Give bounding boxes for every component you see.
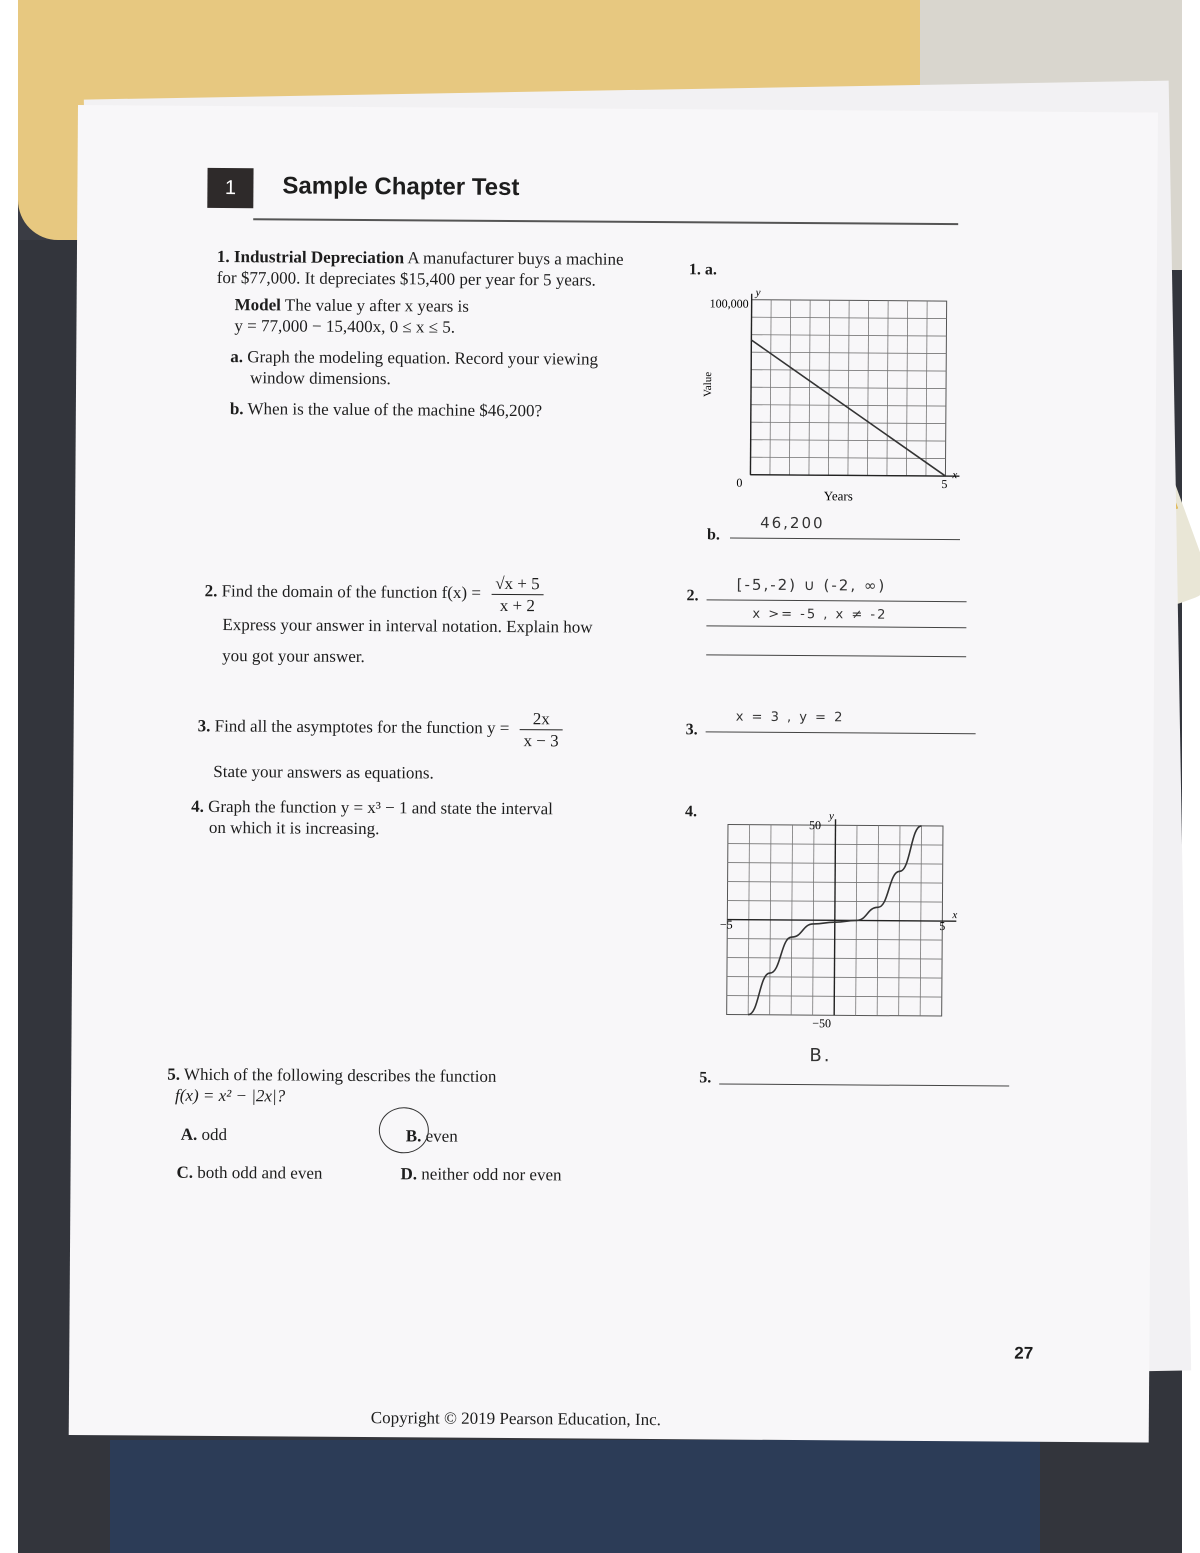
graph-2-y-bottom-label: −50 <box>812 1016 832 1031</box>
q2-fraction <box>491 573 544 616</box>
q4-number: 4. <box>191 796 204 816</box>
q1-part-a-line2: window dimensions. <box>250 368 391 389</box>
answer-1b-handwritten: 46,200 <box>760 513 825 533</box>
background-lap <box>110 1440 1040 1553</box>
q5-option-a[interactable] <box>181 1124 227 1145</box>
graph-1-y-axis-letter: y <box>755 286 761 299</box>
graph-1-x-axis <box>750 475 959 476</box>
graph-1-grid <box>750 294 960 476</box>
graph-2-y-top-label: 50 <box>808 818 822 833</box>
q1-part-a-label: a. <box>230 347 244 367</box>
graph-1-x-max-label: 5 <box>941 477 948 492</box>
answer-1a-label: 1. a. <box>688 261 717 279</box>
answer-2-line-3 <box>706 654 966 657</box>
q4-text-line2: on which it is increasing. <box>208 817 380 839</box>
answer-3-label: 3. <box>685 721 698 739</box>
answer-2-handwritten-2: x >= -5 , x ≠ -2 <box>752 606 888 623</box>
q1-model-text: The value y after x years is <box>284 295 469 316</box>
q2-numerator: √x + 5 <box>491 573 544 595</box>
graph-2-x-left-label: −5 <box>719 917 733 932</box>
answer-1b-label: b. <box>706 526 720 544</box>
q1-part-b-text: When is the value of the machine $46,200? <box>247 399 543 421</box>
graph-1-y-max-label: 100,000 <box>709 296 749 311</box>
test-sheet <box>69 105 1158 1443</box>
graph-1-x-title: Years <box>823 488 853 504</box>
q5-option-a-letter: A. <box>180 1124 198 1144</box>
graph-2-y-axis-letter: y <box>829 810 834 823</box>
chapter-number-badge: 1 <box>207 168 253 208</box>
page-title: Sample Chapter Test <box>282 172 520 202</box>
q5-text-line2: f(x) = x² − |2x|? <box>175 1085 286 1106</box>
q1-number: 1. <box>216 246 230 267</box>
q3-denominator: x − 3 <box>523 731 559 751</box>
answer-4-handwritten-note: B. <box>809 1045 832 1067</box>
answer-3-line <box>706 731 976 734</box>
title-rule <box>253 218 958 225</box>
answer-2-line-1 <box>707 599 967 602</box>
answer-4-label: 4. <box>685 803 698 821</box>
q3-line2: State your answers as equations. <box>213 761 434 783</box>
q5-option-a-text: odd <box>201 1124 228 1145</box>
q5-option-c-letter: C. <box>176 1162 194 1182</box>
question-1 <box>216 246 687 422</box>
copyright-text: Copyright © 2019 Pearson Education, Inc. <box>370 1408 661 1430</box>
q1-part-a-line1: Graph the modeling equation. Record your viewing <box>247 347 599 369</box>
question-2 <box>204 571 675 669</box>
q5-option-d-text: neither odd nor even <box>421 1164 562 1185</box>
q5-option-b-letter: B. <box>405 1126 422 1146</box>
background-left-edge <box>0 0 18 1553</box>
q5-option-d-letter: D. <box>400 1164 418 1184</box>
q5-number: 5. <box>167 1064 181 1084</box>
graph-2-x-axis-letter: x <box>952 909 958 922</box>
graph-1-x-axis-letter: x <box>952 469 958 482</box>
q2-line3: you got your answer. <box>222 646 365 667</box>
q1-text-line1: A manufacturer buys a machine <box>407 248 624 269</box>
q5-option-c-text: both odd and even <box>197 1162 323 1183</box>
answer-2-label: 2. <box>686 587 699 605</box>
answer-5-line <box>719 1084 1009 1087</box>
q1-model-label: Model <box>234 295 281 315</box>
graph-2-cubic <box>701 804 973 1046</box>
q1-equation: y = 77,000 − 15,400x, 0 ≤ x ≤ 5. <box>234 316 456 337</box>
q3-number: 3. <box>197 716 211 736</box>
q1-part-b-label: b. <box>229 399 244 419</box>
answer-2-line-2 <box>706 625 966 628</box>
answer-1b-line <box>730 538 960 541</box>
q5-option-c[interactable] <box>176 1162 322 1184</box>
q2-text-pre: Find the domain of the function f(x) = <box>221 581 482 603</box>
graph-1-depreciation <box>680 281 982 508</box>
q1-text-line2: for $77,000. It depreciates $15,400 per year for 5 years. <box>216 267 596 290</box>
graph-2-x-right-label: 5 <box>939 919 946 934</box>
graph-2-x-axis <box>727 920 956 922</box>
q5-option-d[interactable] <box>400 1163 561 1185</box>
graph-1-y-axis <box>750 294 751 475</box>
question-4 <box>191 796 671 841</box>
q2-number: 2. <box>204 581 218 601</box>
answer-3-handwritten: x = 3 , y = 2 <box>735 709 845 726</box>
q4-text-line1: Graph the function y = x³ − 1 and state the interval <box>208 796 553 819</box>
q2-line2: Express your answer in interval notation. Explain how <box>222 615 593 637</box>
q3-text-pre: Find all the asymptotes for the function y = <box>214 716 510 738</box>
q3-numerator: 2x <box>520 708 563 730</box>
graph-1-origin-label: 0 <box>736 475 743 490</box>
q5-selected-circle <box>379 1107 429 1153</box>
page-number: 27 <box>1014 1343 1034 1363</box>
q5-text-line1: Which of the following describes the function <box>183 1064 497 1086</box>
q3-fraction <box>520 708 563 751</box>
question-3 <box>197 706 678 785</box>
q1-topic: Industrial Depreciation <box>233 247 405 268</box>
graph-1-y-title: Value <box>701 371 715 397</box>
graph-2-y-axis <box>834 819 835 1015</box>
q5-option-b-text: even <box>425 1126 458 1146</box>
q2-denominator: x + 2 <box>499 595 535 616</box>
answer-5-label: 5. <box>699 1069 712 1087</box>
question-5 <box>167 1064 667 1109</box>
answer-2-handwritten-1: [-5,-2) ∪ (-2, ∞) <box>736 575 887 595</box>
